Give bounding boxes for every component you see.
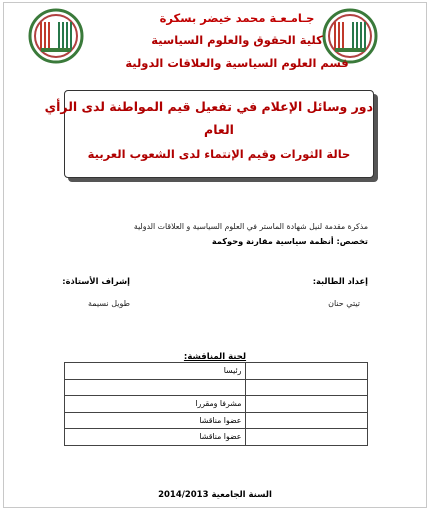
table-row [65,363,368,380]
committee-role: رئيسا [65,363,246,380]
committee-member-name [246,412,368,429]
committee-role [65,379,246,396]
committee-member-name [246,379,368,396]
thesis-title-line2: العام [204,122,234,137]
committee-role: عضوا مناقشا [65,429,246,446]
university-name: جـامـعـة محمد خيضر بسكرة [159,11,315,25]
supervisor-label: إشراف الأستاذة: [62,276,130,286]
committee-member-name [246,396,368,413]
committee-member-name [246,363,368,380]
committee-table [64,362,368,446]
table-row [65,396,368,413]
table-row [65,379,368,396]
thesis-title-box [44,90,374,178]
committee-role: مشرفا ومقررا [65,396,246,413]
academic-year: السنة الجامعية 2014/2013 [158,490,272,500]
committee-member-name [246,429,368,446]
thesis-subtitle: حالة الثورات وقيم الإنتماء لدى الشعوب العربية [87,147,351,161]
supervisor-name: طويل نسيمة [87,299,130,308]
table-row [65,412,368,429]
specialization: تخصص: أنظمة سياسية مقارنة وحوكمة [211,236,368,246]
department-name: قسم العلوم السياسية والعلاقات الدولية [125,56,349,70]
table-row [65,429,368,446]
prepared-by-label: إعداد الطالبة: [312,276,368,286]
committee-role: عضوا مناقشا [65,412,246,429]
student-name: تيتي حنان [328,299,360,308]
faculty-name: كلية الحقوق والعلوم السياسية [151,33,323,47]
memo-statement: مذكرة مقدمة لنيل شهادة الماستر في العلوم السياسية و العلاقات الدولية [133,222,368,231]
thesis-title-line1: دور وسائل الإعلام في تفعيل قيم المواطنة لدى الرأي [44,99,373,114]
committee-title: لجنة المناقشة: [183,352,247,362]
